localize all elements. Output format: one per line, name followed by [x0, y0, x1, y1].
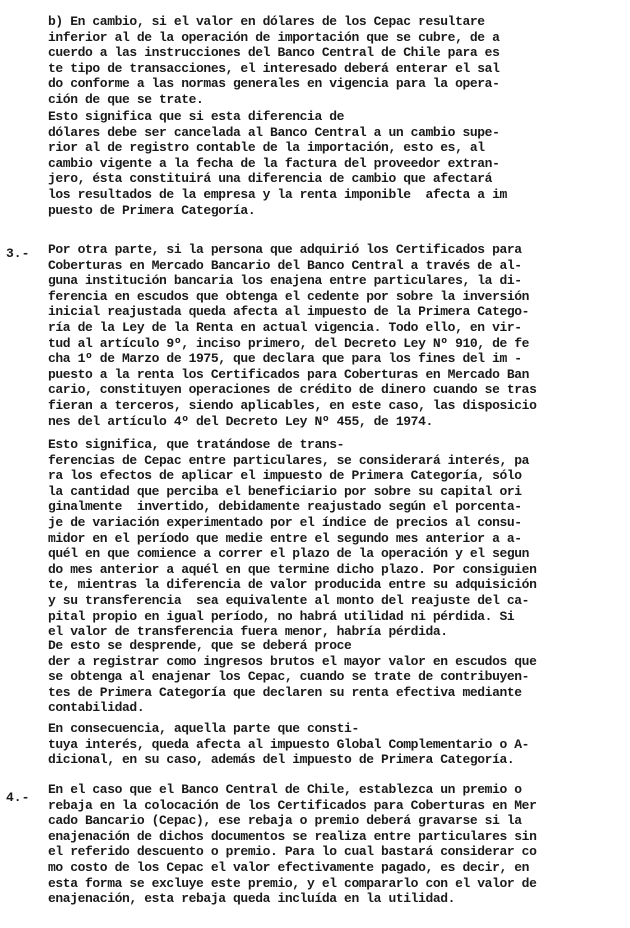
item-4-number: 4.-	[6, 790, 30, 805]
item-3-explanation-3: En consecuencia, aquella parte que consti- tuya interés, queda afecta al impuesto Global Complementario o A- dicional, en su caso, además del impuesto de Primera Categoría.	[48, 721, 530, 768]
item-4-text: En el caso que el Banco Central de Chile, establezca un premio o rebaja en la colocación de los Certificados para Coberturas en Mer cado Bancario (Cepac), ese rebaja o premio deberá gravarse si la enajenación de dichos documentos se realiza entre particulares sin el referido descuento o premio. Para lo cual bastará considerar co mo costo de los Cepac el valor efectivamente pagado, es decir, en esta forma se excluye este premio, y el compararlo con el valor de enajenación, esta rebaja queda incluída en la utilidad.	[48, 782, 537, 907]
item-3-text: Por otra parte, si la persona que adquirió los Certificados para Coberturas en Mercado Bancario del Banco Central a través de al- guna institución bancaria los enajena entre particulares, la di- ferencia en escudos que obtenga el cedente por sobre la inversión inicial reajustada queda afecta al impuesto de la Primera Catego- ría de la Ley de la Renta en actual vigencia. Todo ello, en vir- tud al artículo 9º, inciso primero, del Decreto Ley Nº 910, de fe cha 1º de Marzo de 1975, que declara que para los fines del im - puesto a la renta los Certificados para Coberturas en Mercado Ban cario, constituyen operaciones de crédito de dinero cuando se tras fieran a terceros, siendo aplicables, en este caso, las disposicio nes del artículo 4º del Decreto Ley Nº 455, de 1974.	[48, 242, 537, 429]
item-3-explanation-1: Esto significa, que tratándose de trans- ferencias de Cepac entre particulares, se considerará interés, pa ra los efectos de aplicar el impuesto de Primera Categoría, sólo la cantidad que perciba el beneficiario por sobre su capital ori ginalmente invertido, debidamente reajustado según el porcenta- je de variación experimentado por el índice de precios al consu- midor en el período que medie entre el segundo mes anterior a a- quél en que comience a correr el plazo de la operación y el segun do mes anterior a aquél en que termine dicho plazo. Por consiguien te, mientras la diferencia de valor producida entre su adquisición y su transferencia sea equivalente al monto del reajuste del ca- pital propio en igual período, no habrá utilidad ni pérdida. Si el valor de transferencia fuera menor, habría pérdida.	[48, 437, 537, 640]
paragraph-b: b) En cambio, si el valor en dólares de los Cepac resultare inferior al de la operación de importación que se cubre, de a cuerdo a las instrucciones del Banco Central de Chile para es te tipo de transacciones, el interesado deberá enterar el sal do conforme a las normas generales en vigencia para la opera- ción de que se trate.	[48, 14, 500, 107]
item-3-number: 3.-	[6, 246, 30, 261]
item-3-explanation-2: De esto se desprende, que se deberá proce der a registrar como ingresos brutos el mayor valor en escudos que se obtenga al enajenar los Cepac, cuando se trate de contribuyen- tes de Primera Categoría que declaren su renta efectiva mediante contabilidad.	[48, 638, 537, 716]
paragraph-b-explanation: Esto significa que si esta diferencia de dólares debe ser cancelada al Banco Central a un cambio supe- rior al de registro contable de la importación, esto es, al cambio vigente a la fecha de la factura del proveedor extran- jero, ésta constituirá una diferencia de cambio que afectará los resultados de la empresa y la renta imponible afecta a im puesto de Primera Categoría.	[48, 109, 507, 218]
